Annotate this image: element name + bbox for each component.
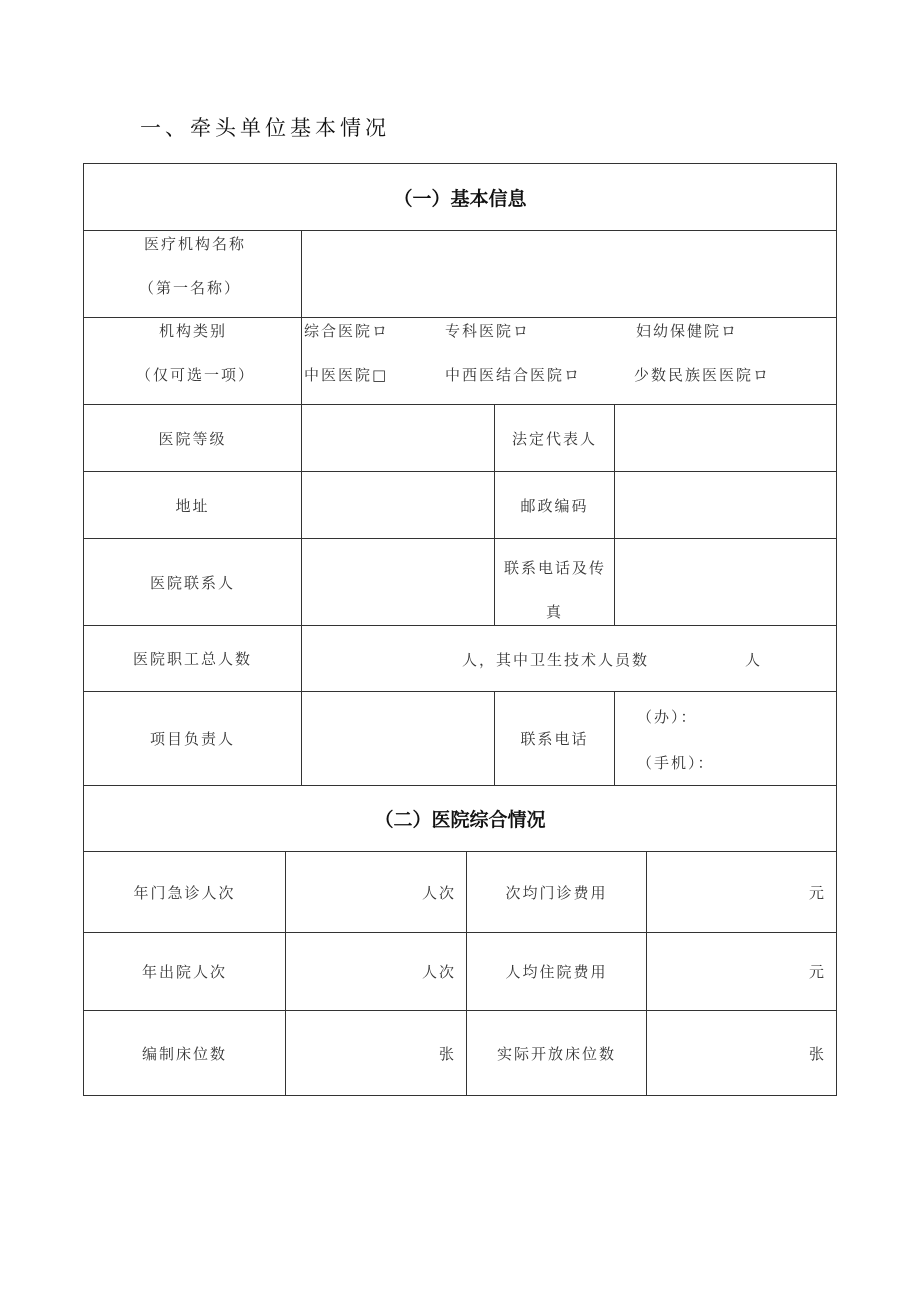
contact-phone-field[interactable] bbox=[615, 692, 837, 786]
phone-office-label: （办）： bbox=[637, 708, 698, 726]
avg-outpatient-cost-unit: 元 bbox=[808, 883, 826, 902]
legal-rep-field[interactable] bbox=[615, 405, 837, 472]
institution-name-label bbox=[84, 231, 302, 318]
planned-beds-field[interactable] bbox=[286, 1011, 467, 1096]
category-option-integrated[interactable]: 中西医结合医院ロ bbox=[445, 366, 582, 384]
phone-fax-label bbox=[495, 539, 615, 626]
category-line1: 机构类别 bbox=[159, 322, 228, 340]
phone-fax-line2: 真 bbox=[546, 603, 564, 621]
discharges-unit: 人次 bbox=[421, 963, 456, 981]
avg-inpatient-cost-field[interactable] bbox=[647, 933, 837, 1011]
hospital-level-field[interactable] bbox=[302, 405, 495, 472]
planned-beds-unit: 张 bbox=[438, 1044, 456, 1063]
health-tech-staff-unit: 人 bbox=[745, 651, 763, 669]
institution-name-field[interactable] bbox=[302, 231, 837, 318]
category-option-ethnic[interactable]: 少数民族医医院ロ bbox=[634, 366, 771, 384]
address-field[interactable] bbox=[302, 472, 495, 539]
postcode-field[interactable] bbox=[615, 472, 837, 539]
outpatient-visits-label: 年门急诊人次 bbox=[84, 852, 286, 933]
postcode-label: 邮政编码 bbox=[495, 472, 615, 539]
page-heading: 一、牵头单位基本情况 bbox=[140, 116, 390, 140]
category-option-general[interactable]: 综合医院ロ bbox=[304, 322, 390, 340]
category-option-specialty[interactable]: 专科医院ロ bbox=[445, 322, 531, 340]
open-beds-field[interactable] bbox=[647, 1011, 837, 1096]
info-table bbox=[83, 163, 837, 1096]
institution-name-line2: （第一名称） bbox=[139, 279, 242, 297]
address-label: 地址 bbox=[84, 472, 302, 539]
section-overview-title: （二）医院综合情况 bbox=[84, 786, 837, 852]
contact-phone-label: 联系电话 bbox=[495, 692, 615, 786]
section-basic-info-title: （一）基本信息 bbox=[84, 164, 837, 231]
contact-person-label: 医院联系人 bbox=[84, 539, 302, 626]
phone-fax-field[interactable] bbox=[615, 539, 837, 626]
discharges-label: 年出院人次 bbox=[84, 933, 286, 1011]
staff-total-field[interactable] bbox=[302, 626, 837, 692]
open-beds-label: 实际开放床位数 bbox=[467, 1011, 647, 1096]
hospital-level-label: 医院等级 bbox=[84, 405, 302, 472]
phone-fax-line1: 联系电话及传 bbox=[504, 559, 607, 577]
contact-person-field[interactable] bbox=[302, 539, 495, 626]
staff-total-unit: 人，其中卫生技术人员数 bbox=[462, 651, 650, 669]
discharges-field[interactable] bbox=[286, 933, 467, 1011]
avg-outpatient-cost-label: 次均门诊费用 bbox=[467, 852, 647, 933]
legal-rep-label: 法定代表人 bbox=[495, 405, 615, 472]
avg-inpatient-cost-unit: 元 bbox=[808, 963, 826, 981]
open-beds-unit: 张 bbox=[808, 1044, 826, 1063]
planned-beds-label: 编制床位数 bbox=[84, 1011, 286, 1096]
phone-mobile-label: （手机）： bbox=[637, 754, 715, 772]
category-line2: （仅可选一项） bbox=[136, 366, 256, 384]
project-lead-label: 项目负责人 bbox=[84, 692, 302, 786]
category-label bbox=[84, 318, 302, 405]
category-option-maternal[interactable]: 妇幼保健院ロ bbox=[636, 322, 739, 340]
avg-outpatient-cost-field[interactable] bbox=[647, 852, 837, 933]
category-options bbox=[302, 318, 837, 405]
outpatient-visits-field[interactable] bbox=[286, 852, 467, 933]
avg-inpatient-cost-label: 人均住院费用 bbox=[467, 933, 647, 1011]
staff-total-label: 医院职工总人数 bbox=[84, 626, 302, 692]
category-option-tcm[interactable]: 中医医院□ bbox=[304, 366, 389, 384]
institution-name-line1: 医疗机构名称 bbox=[144, 235, 247, 253]
project-lead-field[interactable] bbox=[302, 692, 495, 786]
outpatient-visits-unit: 人次 bbox=[421, 883, 456, 902]
